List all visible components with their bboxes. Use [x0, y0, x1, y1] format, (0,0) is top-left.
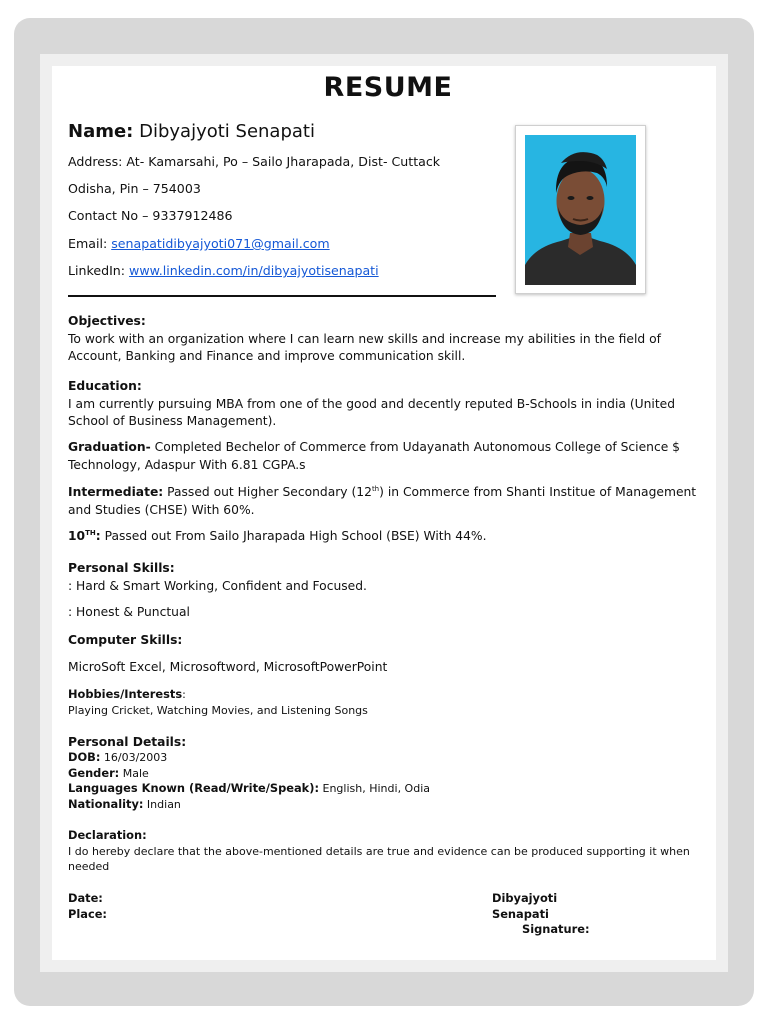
- dob-value: 16/03/2003: [100, 751, 168, 764]
- personal-skills-heading: Personal Skills:: [68, 561, 175, 575]
- objectives-heading: Objectives:: [68, 314, 146, 328]
- objectives-section: [68, 313, 708, 366]
- linkedin-line: [68, 263, 379, 278]
- education-text: I am currently pursuing MBA from one of the good and decently reputed B-Schools in india (United School of Business Management).: [68, 396, 676, 428]
- candidate-name: Dibyajyoti Senapati: [139, 121, 315, 142]
- nationality-label: Nationality:: [68, 796, 144, 811]
- dob-label: DOB:: [68, 750, 101, 764]
- signer-name: Dibyajyoti Senapati: [492, 891, 558, 921]
- signature-block: [492, 891, 612, 938]
- computer-skills-text: MicroSoft Excel, Microsoftword, MicrosoftPowerPoint: [68, 660, 388, 674]
- graduation-text: Completed Bechelor of Commerce from Udayanath Autonomous College of Science $ Technology, Adaspur With 6.81 CGPA.s: [68, 440, 681, 472]
- name-line: [68, 121, 315, 142]
- place-label: Place:: [68, 906, 107, 921]
- declaration-heading: Declaration:: [68, 828, 147, 842]
- education-heading: Education:: [68, 379, 142, 393]
- personal-skills-line-1: : Hard & Smart Working, Confident and Focused.: [68, 578, 367, 593]
- personal-details-section: [68, 734, 708, 812]
- address-line: Address: At- Kamarsahi, Po – Sailo Jharapada, Dist- Cuttack: [68, 154, 441, 169]
- email-link[interactable]: senapatidibyajyoti071@gmail.com: [111, 236, 330, 251]
- intermediate-text-continued: ) in Commerce from Shanti Institue of Management and Studies (CHSE) With 60%.: [68, 485, 697, 517]
- tenth-superscript: TH: [85, 528, 96, 537]
- linkedin-link[interactable]: www.linkedin.com/in/dibyajyotisenapati: [129, 263, 379, 278]
- address-line-2: Odisha, Pin – 754003: [68, 181, 201, 196]
- email-line: [68, 236, 330, 251]
- personal-skills-section: [68, 560, 708, 595]
- personal-details-heading: Personal Details:: [68, 735, 187, 749]
- hobbies-text: Playing Cricket, Watching Movies, and Listening Songs: [68, 703, 368, 717]
- declaration-section: [68, 828, 708, 875]
- nationality-value: Indian: [143, 797, 181, 811]
- date-place-block: [68, 891, 708, 922]
- page-title: RESUME: [323, 72, 453, 103]
- hobbies-colon: :: [182, 688, 186, 701]
- gender-label: Gender:: [68, 765, 120, 780]
- tenth-label: 10: [68, 529, 86, 543]
- header-divider: [68, 295, 496, 297]
- intermediate-label: Intermediate:: [68, 485, 164, 499]
- profile-photo: [525, 135, 636, 285]
- objectives-text: To work with an organization where I can learn new skills and increase my abilities in the field of Account, Banking and Finance and improve communication skill.: [68, 331, 661, 363]
- profile-photo-card: [515, 125, 646, 294]
- education-section: [68, 378, 708, 431]
- tenth-colon: :: [95, 529, 101, 543]
- linkedin-label: LinkedIn:: [68, 263, 126, 278]
- date-label: Date:: [68, 891, 103, 905]
- graduation-entry: [68, 439, 708, 474]
- tenth-entry: [68, 528, 708, 546]
- personal-skills-line-2: : Honest & Punctual: [68, 605, 190, 619]
- gender-value: Male: [119, 766, 149, 780]
- intermediate-superscript: th: [371, 484, 380, 493]
- name-label: Name:: [68, 121, 134, 142]
- person-portrait-icon: [525, 135, 636, 285]
- languages-value: English, Hindi, Odia: [319, 782, 430, 795]
- intermediate-text: Passed out Higher Secondary (12: [163, 485, 372, 499]
- contact-number: Contact No – 9337912486: [68, 208, 233, 223]
- languages-label: Languages Known (Read/Write/Speak):: [68, 781, 320, 795]
- graduation-label: Graduation-: [68, 440, 151, 454]
- signature-label: Signature:: [522, 922, 590, 936]
- hobbies-section: [68, 687, 708, 718]
- tenth-text: Passed out From Sailo Jharapada High School (BSE) With 44%.: [100, 529, 487, 543]
- intermediate-entry: [68, 484, 708, 519]
- declaration-text: I do hereby declare that the above-mentioned details are true and evidence can be produced supporting it when needed: [68, 844, 690, 873]
- email-label: Email:: [68, 236, 108, 251]
- computer-skills-heading: Computer Skills:: [68, 633, 183, 647]
- hobbies-heading: Hobbies/Interests: [68, 687, 183, 701]
